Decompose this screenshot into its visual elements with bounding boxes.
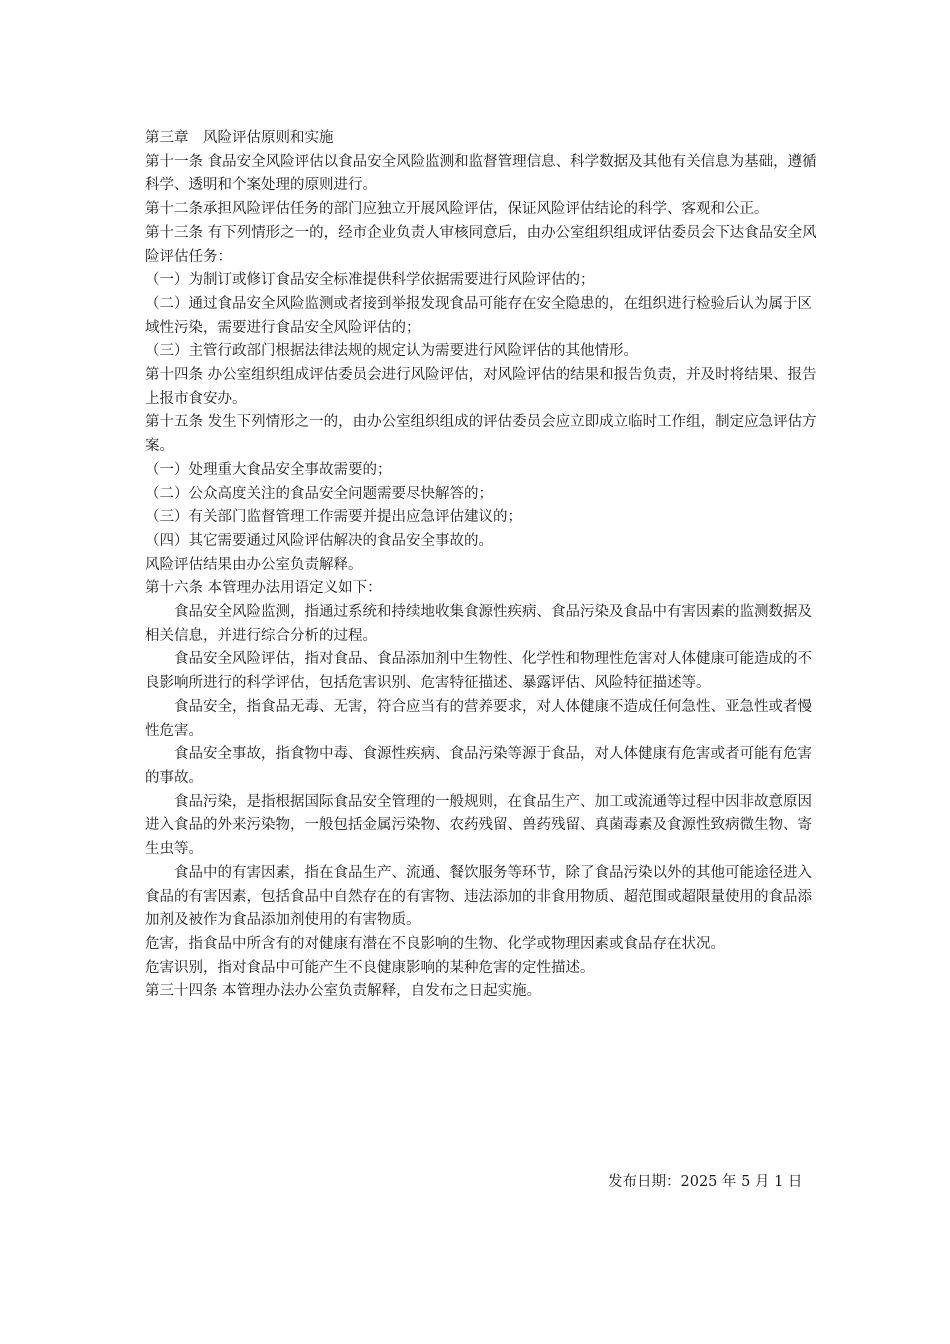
paragraph: （一）为制订或修订食品安全标准提供科学依据需要进行风险评估的；: [145, 272, 595, 289]
document-body: [145, 127, 820, 1004]
paragraph: 第十五条 发生下列情形之一的，由办公室组织组成的评估委员会应立即成立临时工作组，制定应急评估方案。: [145, 414, 817, 455]
paragraph: 第十六条 本管理办法用语定义如下：: [145, 580, 382, 597]
paragraph: （一）处理重大食品安全事故需要的；: [145, 461, 392, 478]
paragraph: （三）主管行政部门根据法律法规的规定认为需要进行风险评估的其他情形。: [145, 343, 638, 360]
paragraph: 第十一条 食品安全风险评估以食品安全风险监测和监督管理信息、科学数据及其他有关信息为基础，遵循科学、透明和个案处理的原则进行。: [145, 153, 817, 194]
paragraph: 危害识别，指对食品中可能产生不良健康影响的某种危害的定性描述。: [145, 959, 595, 976]
paragraph: 第十四条 办公室组织组成评估委员会进行风险评估，对风险评估的结果和报告负责，并及时将结果、报告上报市食安办。: [145, 367, 817, 407]
paragraph: 食品安全风险监测，指通过系统和持续地收集食源性疾病、食品污染及食品中有害因素的监测数据及相关信息，并进行综合分析的过程。: [145, 604, 812, 644]
paragraph: 食品中的有害因素，指在食品生产、流通、餐饮服务等环节，除了食品污染以外的其他可能途径进入食品的有害因素，包括食品中自然存在的有害物、违法添加的非食用物质、超范围或超限量使用的食品添加剂及被作为食品添加剂使用的有害物质。: [145, 864, 812, 929]
paragraph: （三）有关部门监督管理工作需要并提出应急评估建议的；: [145, 509, 522, 526]
paragraph: 风险评估结果由办公室负责解释。: [145, 556, 363, 573]
paragraph: 食品安全事故，指食物中毒、食源性疾病、食品污染等源于食品，对人体健康有危害或者可能有危害的事故。: [145, 746, 812, 786]
paragraph: （二）公众高度关注的食品安全问题需要尽快解答的；: [145, 485, 493, 502]
paragraph: 第十三条 有下列情形之一的，经市企业负责人审核同意后，由办公室组织组成评估委员会下达食品安全风险评估任务：: [145, 224, 817, 265]
paragraph: 危害，指食品中所含有的对健康有潜在不良影响的生物、化学或物理因素或食品存在状况。: [145, 935, 725, 952]
paragraph: 第三章 风险评估原则和实施: [145, 130, 334, 146]
paragraph: 食品污染，是指根据国际食品安全管理的一般规则，在食品生产、加工或流通等过程中因非故意原因进入食品的外来污染物，一般包括金属污染物、农药残留、兽药残留、真菌毒素及食源性致病微生物、寄生虫等。: [145, 793, 812, 858]
paragraph: （二）通过食品安全风险监测或者接到举报发现食品可能存在安全隐患的，在组织进行检验后认为属于区域性污染，需要进行食品安全风险评估的；: [145, 295, 812, 336]
paragraph: 食品安全，指食品无毒、无害，符合应当有的营养要求，对人体健康不造成任何急性、亚急性或者慢性危害。: [145, 698, 812, 739]
paragraph: （四）其它需要通过风险评估解决的食品安全事故的。: [145, 532, 493, 549]
paragraph: 第十二条承担风险评估任务的部门应独立开展风险评估，保证风险评估结论的科学、客观和公正。: [145, 201, 769, 218]
paragraph: 食品安全风险评估，指对食品、食品添加剂中生物性、化学性和物理性危害对人体健康可能造成的不良影响所进行的科学评估，包括危害识别、危害特征描述、暴露评估、风险特征描述等。: [145, 651, 812, 692]
paragraph: 第三十四条 本管理办法办公室负责解释，自发布之日起实施。: [145, 983, 542, 1000]
release-date: 发布日期：2025 年 5 月 1 日: [608, 1174, 803, 1190]
